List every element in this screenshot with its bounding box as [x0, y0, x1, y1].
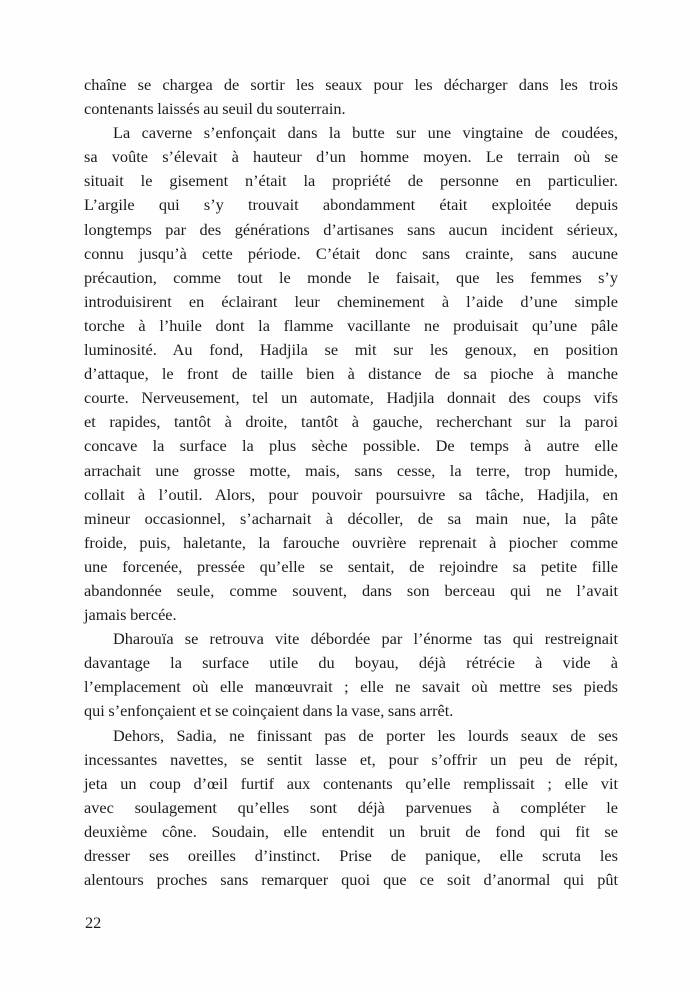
page-text [84, 73, 618, 892]
paragraph-caverne [84, 121, 618, 627]
text-line: arrachait une grosse motte, mais, sans cesse, la terre, trop humide, [84, 460, 618, 480]
text-line: chaîne se chargea de sortir les seaux pour les décharger dans les trois [84, 75, 618, 94]
paragraph-continued [84, 73, 618, 121]
text-line: davantage la surface utile du boyau, déjà rétrécie à vide à [84, 653, 618, 673]
text-line: situait le gisement n’était la propriété de personne en particulier. [84, 171, 618, 191]
text-line: L’argile qui s’y trouvait abondamment était exploitée depuis [84, 195, 618, 215]
text-line: jeta un coup d’œil furtif aux contenants qu’elle remplissait ; elle vit [84, 773, 618, 793]
text-line: Dehors, Sadia, ne finissant pas de porter les lourds seaux de ses [113, 725, 618, 745]
text-line: collait à l’outil. Alors, pour pouvoir poursuivre sa tâche, Hadjila, en [84, 484, 618, 504]
text-line: longtemps par des générations d’artisanes sans aucun incident sérieux, [84, 219, 618, 239]
text-line: deuxième cône. Soudain, elle entendit un bruit de fond qui fit se [84, 821, 618, 841]
text-line: contenants laissés au seuil du souterrain. [84, 99, 346, 119]
text-line: incessantes navettes, se sentit lasse et, pour s’offrir un peu de répit, [84, 749, 618, 769]
text-line: concave la surface la plus sèche possible. De temps à autre elle [84, 436, 618, 456]
text-line: alentours proches sans remarquer quoi que ce soit d’anormal qui pût [84, 870, 618, 890]
text-line: luminosité. Au fond, Hadjila se mit sur les genoux, en position [84, 340, 618, 360]
text-line: froide, puis, haletante, la farouche ouvrière reprenait à piocher comme [84, 532, 618, 552]
paragraph-dharouia [84, 627, 618, 723]
text-line: torche à l’huile dont la flamme vacillante ne produisait qu’une pâle [84, 315, 618, 335]
text-line: Dharouïa se retrouva vite débordée par l’énorme tas qui restreignait [113, 629, 618, 649]
text-line: qui s’enfonçaient et se coinçaient dans la vase, sans arrêt. [84, 701, 454, 721]
text-line: introduisirent en éclairant leur cheminement à l’aide d’une simple [84, 291, 618, 311]
text-line: une forcenée, pressée qu’elle se sentait, de rejoindre sa petite fille [84, 556, 618, 576]
text-line: dresser ses oreilles d’instinct. Prise de panique, elle scruta les [84, 846, 618, 865]
text-line: courte. Nerveusement, tel un automate, Hadjila donnait des coups vifs [84, 388, 618, 408]
text-line: précaution, comme tout le monde le faisait, que les femmes s’y [84, 267, 618, 287]
text-line: d’attaque, le front de taille bien à distance de sa pioche à manche [84, 364, 618, 384]
text-line: abandonnée seule, comme souvent, dans son berceau qui ne l’avait [84, 580, 618, 600]
text-line: connu jusqu’à cette période. C’était donc sans crainte, sans aucune [84, 243, 618, 263]
text-line: La caverne s’enfonçait dans la butte sur une vingtaine de coudées, [113, 123, 618, 143]
text-line: avec soulagement qu’elles sont déjà parvenues à compléter le [84, 797, 618, 817]
text-line: jamais bercée. [84, 605, 177, 625]
text-line: et rapides, tantôt à droite, tantôt à gauche, recherchant sur la paroi [84, 412, 618, 432]
text-line: l’emplacement où elle manœuvrait ; elle ne savait où mettre ses pieds [84, 677, 618, 697]
text-line: sa voûte s’élevait à hauteur d’un homme moyen. Le terrain où se [84, 147, 618, 167]
text-line: mineur occasionnel, s’acharnait à décoller, de sa main nue, la pâte [84, 508, 618, 528]
page-number: 22 [85, 913, 102, 932]
paragraph-sadia [84, 724, 618, 893]
